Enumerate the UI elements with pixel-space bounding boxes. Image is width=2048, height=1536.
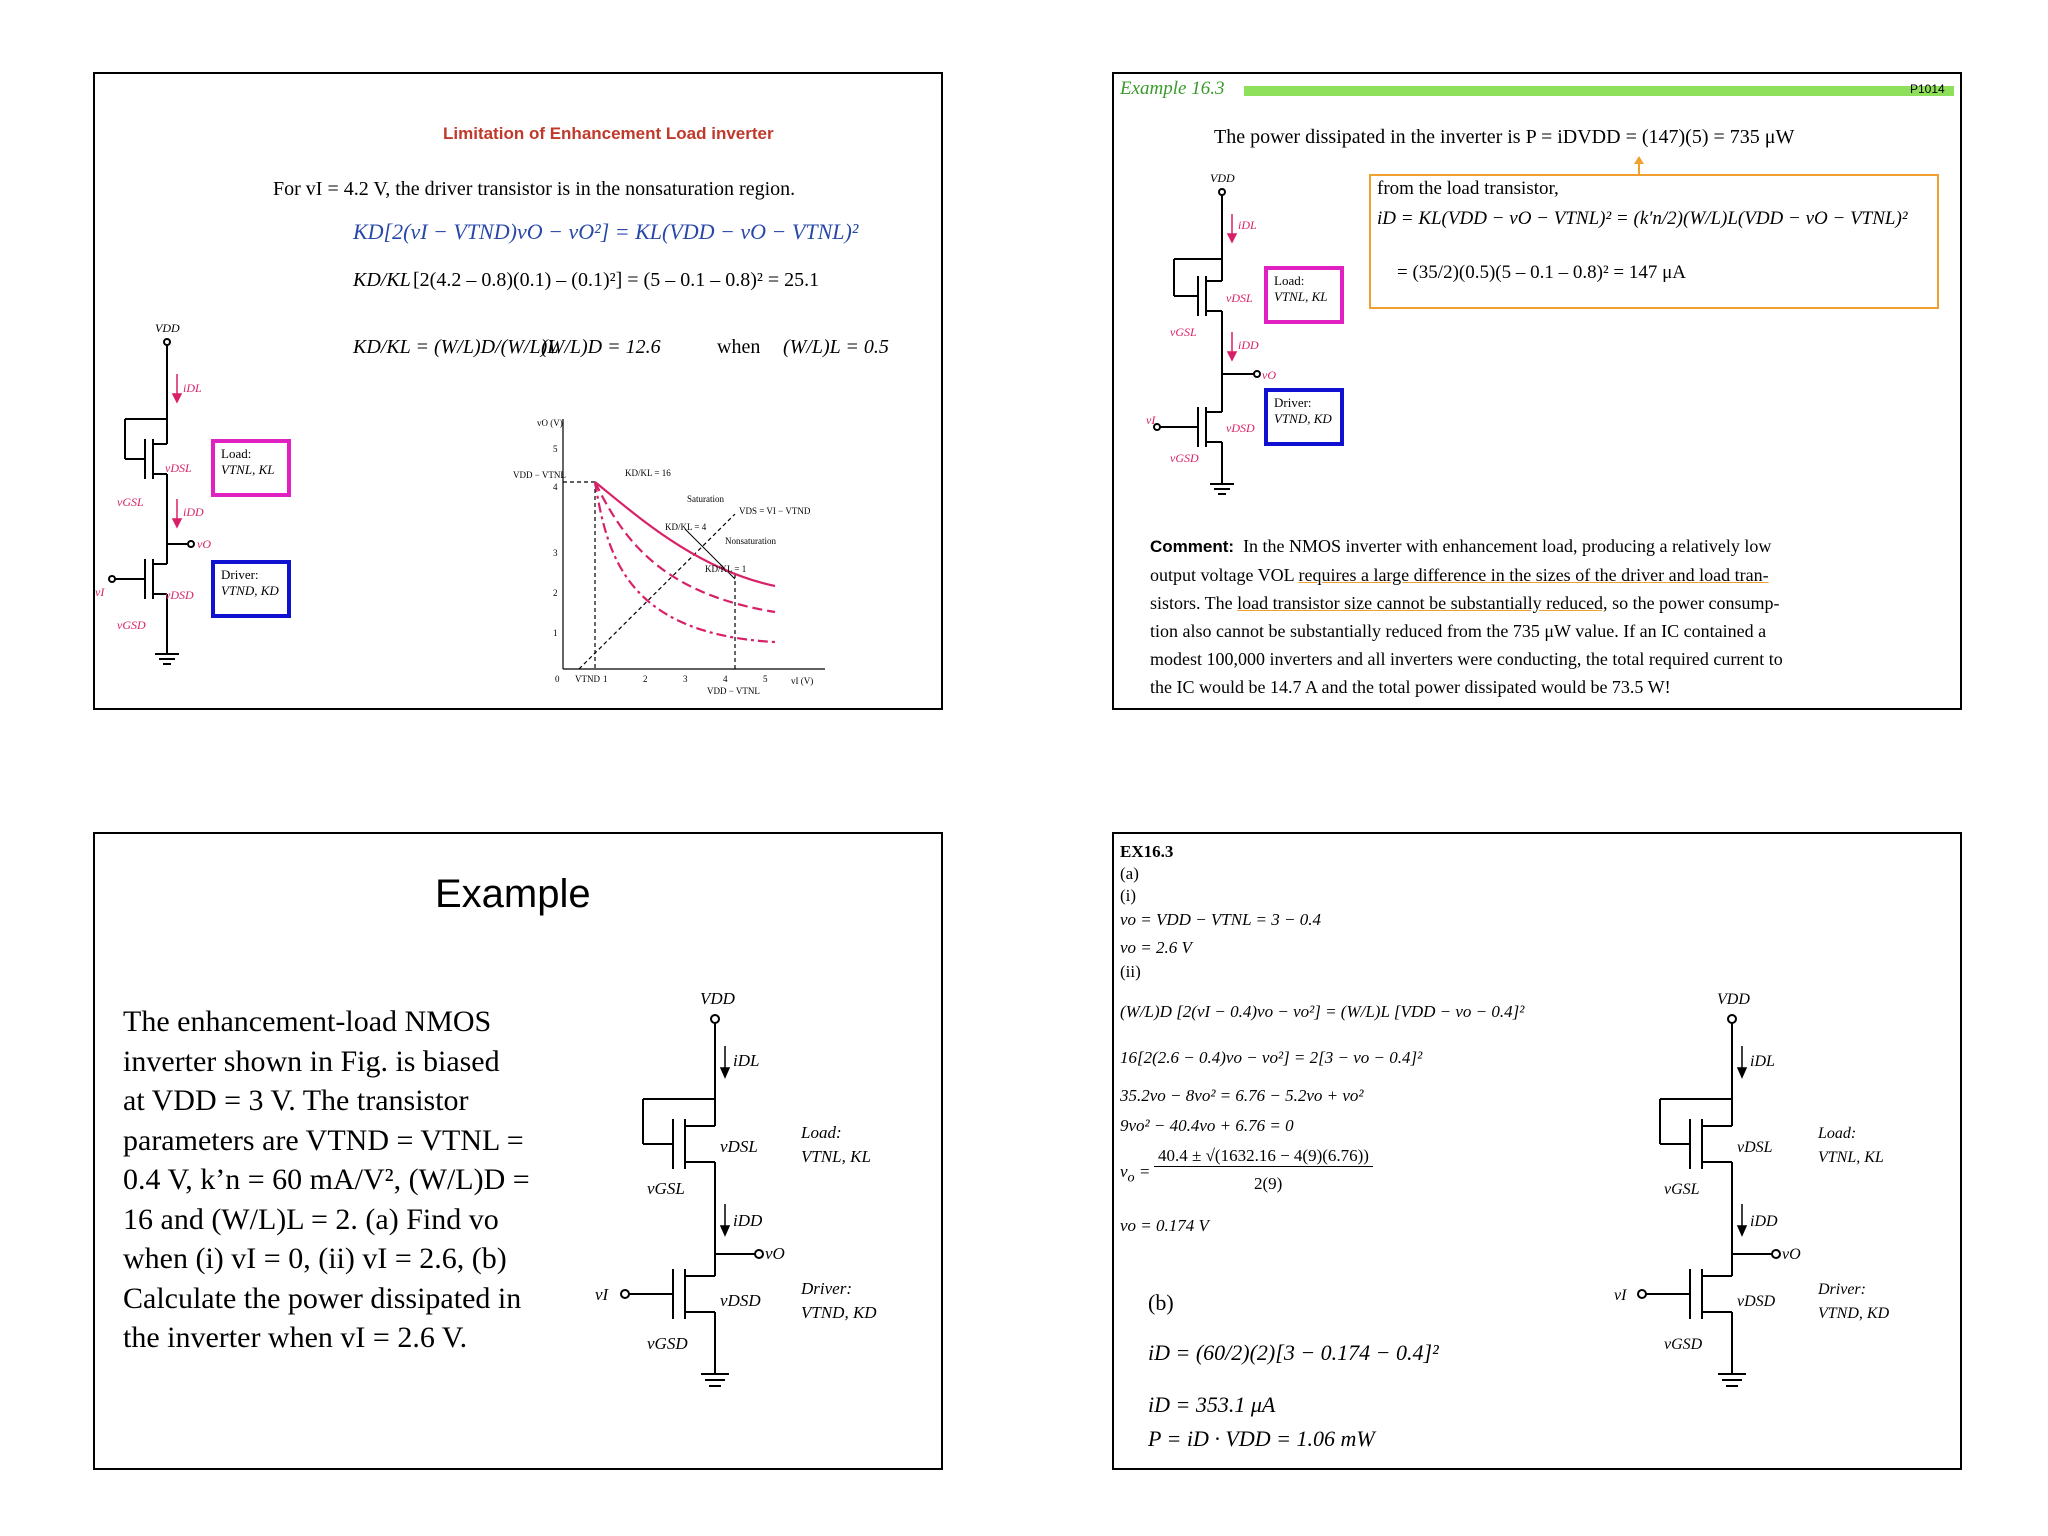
load-label-box-2 — [1264, 266, 1344, 324]
solution-line-9: iD = (60/2)(2)[3 − 0.174 − 0.4]² — [1148, 1340, 1439, 1365]
quadratic-numerator: 40.4 ± √(1632.16 − 4(9)(6.76)) — [1154, 1146, 1373, 1167]
y-tick-1: 1 — [553, 628, 558, 638]
vdd-label: VDD — [155, 321, 180, 335]
slide-example-problem — [93, 832, 943, 1470]
solution-line-6: 9vo² − 40.4vo + 6.76 = 0 — [1120, 1116, 1294, 1135]
vdsd-label-2: vDSD — [1226, 421, 1255, 435]
power-line: The power dissipated in the inverter is P = iDVDD = (147)(5) = 735 μW — [1214, 126, 1795, 148]
vo-label: vO — [197, 537, 211, 551]
box-line-1: from the load transistor, — [1377, 178, 1559, 199]
vdsl-label-4: vDSL — [1737, 1139, 1773, 1156]
vgsd-label: vGSD — [117, 618, 146, 632]
y-tick-2: 2 — [553, 588, 558, 598]
intro-text: For vI = 4.2 V, the driver transistor is in the nonsaturation region. — [273, 178, 796, 200]
vgsl-label-4: vGSL — [1664, 1181, 1700, 1198]
load-line-1-2: Load: — [1274, 273, 1305, 288]
problem-line-7: when (i) vI = 0, (ii) vI = 2.6, (b) — [123, 1242, 507, 1275]
vo-label-2: vO — [1262, 368, 1276, 382]
page-number: P1014 — [1910, 82, 1945, 96]
idd-label: iDD — [183, 505, 204, 519]
vgsl-label: vGSL — [117, 495, 144, 509]
arrow-up-icon — [1634, 156, 1644, 164]
load-line-1-4: Load: — [1818, 1125, 1857, 1142]
vgsd-label-2: vGSD — [1170, 451, 1199, 465]
saturation-label: Saturation — [687, 494, 724, 504]
y-tick-4: 4 — [553, 482, 558, 492]
x-tick-3: 3 — [683, 674, 688, 684]
solution-line-4: 16[2(2.6 − 0.4)vo − vo²] = 2[3 − vo − 0.4]² — [1120, 1048, 1423, 1067]
vi-label-2: vI — [1146, 413, 1156, 427]
equation-3-mid: (W/L)D = 12.6 — [541, 336, 661, 358]
example-header: Example 16.3 — [1120, 78, 1228, 100]
x-tick-1: 1 — [603, 674, 608, 684]
solution-line-10: iD = 353.1 μA — [1148, 1392, 1276, 1417]
comment-paragraph — [1150, 532, 1940, 701]
load-line-1: Load: — [221, 446, 252, 461]
vdd-vtnl-y-label: VDD − VTNL — [513, 470, 566, 480]
vi-label: vI — [95, 585, 105, 599]
comment-line-2a: output voltage VOL — [1150, 565, 1299, 585]
curve-k4 — [595, 482, 775, 612]
k4-label: KD/KL = 4 — [665, 522, 707, 532]
equation-3-when: when — [717, 336, 761, 358]
comment-line-4: tion also cannot be substantially reduced from the 735 μW value. If an IC contained a — [1150, 621, 1767, 641]
x-tick-0: 0 — [555, 674, 560, 684]
vo-label-3: vO — [765, 1244, 785, 1263]
part-ii-label: (ii) — [1120, 962, 1141, 981]
problem-line-3: at VDD = 3 V. The transistor — [123, 1084, 469, 1117]
slide-title-example: Example — [435, 872, 591, 916]
x-tick-4: 4 — [723, 674, 728, 684]
driver-line-2-3: VTND, KD — [801, 1303, 877, 1322]
solution-title: EX16.3 — [1120, 842, 1174, 861]
driver-line-2-2: VTND, KD — [1274, 411, 1332, 426]
problem-line-5: 0.4 V, k’n = 60 mA/V², (W/L)D = — [123, 1163, 530, 1196]
part-a-label: (a) — [1120, 864, 1139, 883]
slide-title: Limitation of Enhancement Load inverter — [443, 124, 774, 143]
x-axis-label: vI (V) — [791, 676, 814, 686]
solution-line-8: vo = 0.174 V — [1120, 1216, 1209, 1235]
problem-line-2: inverter shown in Fig. is biased — [123, 1044, 500, 1078]
transfer-curve-graph — [95, 74, 943, 710]
problem-line-4: parameters are VTND = VTNL = — [123, 1123, 524, 1157]
vdsl-label: vDSL — [165, 461, 192, 475]
load-line-2-4: VTNL, KL — [1818, 1149, 1884, 1166]
box-line-3: = (35/2)(0.5)(5 – 0.1 – 0.8)² = 147 μA — [1397, 262, 1687, 283]
idl-label-2: iDL — [1238, 218, 1257, 232]
idd-label-3: iDD — [733, 1211, 763, 1230]
vi-label-4: vI — [1614, 1287, 1627, 1304]
idl-label-4: iDL — [1750, 1053, 1775, 1070]
inverter-circuit-3 — [95, 834, 943, 1470]
vgsl-label-3: vGSL — [647, 1179, 685, 1198]
x-tick-5: 5 — [763, 674, 768, 684]
comment-line-5: modest 100,000 inverters and all inverters were conducting, the total required current to — [1150, 649, 1783, 669]
solution-line-2: vo = 2.6 V — [1120, 938, 1192, 957]
comment-line-3b: load transistor size cannot be substantially reduced, — [1237, 593, 1608, 613]
x-tick-vtnd: VTND — [575, 674, 600, 684]
vds-line-label: VDS = VI − VTND — [739, 506, 811, 516]
vds-boundary-line — [579, 514, 735, 669]
inverter-circuit-4 — [1114, 834, 1962, 1470]
nonsaturation-label: Nonsaturation — [725, 536, 776, 546]
vdsd-label-3: vDSD — [720, 1291, 761, 1310]
comment-line-3a: sistors. The — [1150, 593, 1238, 613]
driver-line-1-2: Driver: — [1274, 395, 1312, 410]
problem-line-8: Calculate the power dissipated in — [123, 1281, 522, 1315]
vgsd-label-3: vGSD — [647, 1334, 688, 1353]
load-current-box — [1369, 174, 1939, 309]
comment-label: Comment: — [1150, 537, 1235, 556]
box-line-2: iD = KL(VDD − vO − VTNL)² = (k′n/2)(W/L)L(VDD − vO − VTNL)² — [1377, 208, 1908, 229]
problem-line-6: 16 and (W/L)L = 2. (a) Find vo — [123, 1202, 499, 1236]
idl-label-3: iDL — [733, 1051, 760, 1070]
solution-line-1: vo = VDD − VTNL = 3 − 0.4 — [1120, 910, 1321, 929]
driver-label-box-2 — [1264, 388, 1344, 446]
equation-3-rhs: (W/L)L = 0.5 — [783, 336, 889, 358]
part-i-label: (i) — [1120, 886, 1137, 905]
vdsd-label-4: vDSD — [1737, 1293, 1776, 1310]
equation-2-rhs: [2(4.2 – 0.8)(0.1) – (0.1)²] = (5 – 0.1 – 0.8)² = 25.1 — [413, 269, 820, 291]
equation-1: KD[2(vI − VTND)vO − vO²] = KL(VDD − vO − VTNL)² — [353, 219, 859, 244]
idd-label-2: iDD — [1238, 338, 1259, 352]
vo-label-4: vO — [1782, 1246, 1801, 1263]
solution-line-3: (W/L)D [2(vI − 0.4)vo − vo²] = (W/L)L [VDD − vo − 0.4]² — [1120, 1002, 1525, 1021]
comment-line-2b: requires a large difference in the sizes of the driver and load tran- — [1298, 565, 1769, 585]
part-b-label: (b) — [1148, 1290, 1174, 1315]
slide-example-16-3 — [1112, 72, 1962, 710]
solution-line-5: 35.2vo − 8vo² = 6.76 − 5.2vo + vo² — [1120, 1086, 1364, 1105]
solution-line-11: P = iD · VDD = 1.06 mW — [1148, 1426, 1375, 1451]
problem-line-1: The enhancement-load NMOS — [123, 1005, 492, 1038]
vdd-label-2: VDD — [1210, 171, 1235, 185]
y-tick-3: 3 — [553, 548, 558, 558]
equation-3-lhs: KD/KL = (W/L)D/(W/L)L — [353, 336, 559, 358]
problem-line-9: the inverter when vI = 2.6 V. — [123, 1321, 468, 1354]
vgsl-label-2: vGSL — [1170, 325, 1197, 339]
load-line-2-2: VTNL, KL — [1274, 289, 1328, 304]
slide-limitation — [93, 72, 943, 710]
idd-label-4: iDD — [1750, 1213, 1778, 1230]
k16-label: KD/KL = 16 — [625, 468, 671, 478]
load-line-1-3: Load: — [801, 1123, 842, 1142]
equation-2-lhs: KD/KL — [353, 269, 411, 291]
load-line-2-3: VTNL, KL — [801, 1147, 871, 1166]
vi-label-3: vI — [595, 1285, 609, 1304]
slide-ex16-3-solution — [1112, 832, 1962, 1470]
vdsd-label: vDSD — [165, 588, 194, 602]
vdsl-label-2: vDSL — [1226, 291, 1253, 305]
driver-line-2: VTND, KD — [221, 583, 279, 598]
arrow-stem — [1638, 164, 1640, 174]
driver-line-1-3: Driver: — [801, 1279, 852, 1298]
comment-line-3c: so the power consump- — [1607, 593, 1780, 613]
k1-label: KD/KL = 1 — [705, 564, 747, 574]
vgsd-label-4: vGSD — [1664, 1336, 1703, 1353]
y-tick-5: 5 — [553, 444, 558, 454]
vdd-label-4: VDD — [1717, 991, 1750, 1008]
vdsl-label-3: vDSL — [720, 1137, 758, 1156]
x-sub-label: VDD − VTNL — [707, 686, 760, 696]
comment-line-6: the IC would be 14.7 A and the total power dissipated would be 73.5 W! — [1150, 677, 1671, 697]
y-axis-label: vO (V) — [537, 418, 563, 428]
x-tick-2: 2 — [643, 674, 648, 684]
quadratic-denominator: 2(9) — [1254, 1174, 1283, 1193]
comment-line-1: In the NMOS inverter with enhancement load, producing a relatively low — [1243, 536, 1772, 556]
load-line-2: VTNL, KL — [221, 462, 275, 477]
idl-label: iDL — [183, 381, 202, 395]
vdd-label-3: VDD — [700, 989, 735, 1008]
driver-line-2-4: VTND, KD — [1818, 1305, 1890, 1322]
vo-equals-label: $v_o$ = — [1120, 1162, 1151, 1186]
driver-line-1-4: Driver: — [1818, 1281, 1866, 1298]
driver-line-1: Driver: — [221, 567, 259, 582]
